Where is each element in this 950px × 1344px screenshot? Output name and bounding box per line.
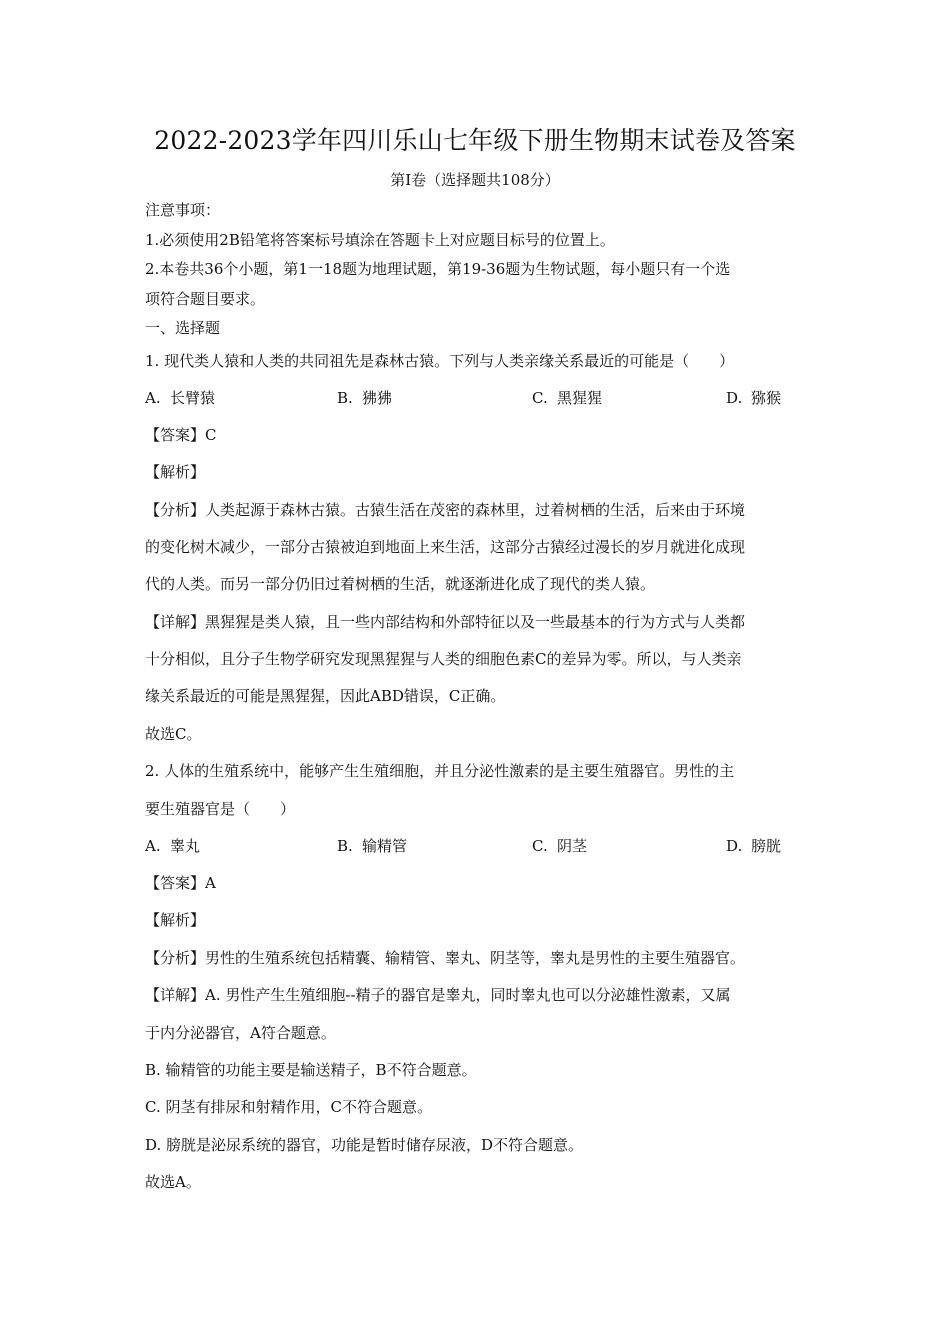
q1-option-a: A. 长臂猿: [145, 389, 216, 407]
q1-conclusion: 故选C。: [145, 725, 202, 743]
q2-detail-line-4: C. 阴茎有排尿和射精作用，C不符合题意。: [145, 1098, 432, 1116]
note-1: 1.必须使用2B铅笔将答案标号填涂在答题卡上对应题目标号的位置上。: [145, 231, 615, 249]
note-2-line-2: 项符合题目要求。: [145, 290, 266, 308]
q1-analysis-line-2: 的变化树木减少，一部分古猿被迫到地面上来生活，这部分古猿经过漫长的岁月就进化成现: [145, 538, 746, 556]
q1-analysis-line-1: 【分析】人类起源于森林古猿。古猿生活在茂密的森林里，过着树栖的生活，后来由于环境: [145, 501, 746, 519]
q2-option-b: B. 输精管: [337, 837, 408, 855]
q1-detail-line-3: 缘关系最近的可能是黑猩猩，因此ABD错误，C正确。: [145, 687, 506, 705]
q2-analysis: 【分析】男性的生殖系统包括精囊、输精管、睾丸、阴茎等，睾丸是男性的主要生殖器官。: [145, 949, 746, 967]
q2-detail-line-3: B. 输精管的功能主要是输送精子，B不符合题意。: [145, 1061, 477, 1079]
section-heading: 一、选择题: [145, 319, 221, 337]
q2-conclusion: 故选A。: [145, 1173, 201, 1191]
q2-option-c: C. 阴茎: [532, 837, 588, 855]
q2-stem-line-2: 要生殖器官是（ ）: [145, 800, 296, 818]
q1-option-d: D. 猕猴: [726, 389, 782, 407]
q2-detail-line-5: D. 膀胱是泌尿系统的器官，功能是暂时储存尿液，D不符合题意。: [145, 1136, 584, 1154]
document-subtitle: 第Ⅰ卷（选择题共108分）: [390, 171, 560, 189]
q1-analysis-heading: 【解析】: [145, 463, 206, 481]
q1-detail-line-2: 十分相似，且分子生物学研究发现黑猩猩与人类的细胞色素C的差异为零。所以，与人类亲: [145, 650, 742, 668]
q1-stem: 1. 现代类人猿和人类的共同祖先是森林古猿。下列与人类亲缘关系最近的可能是（ ）: [145, 352, 735, 370]
q1-answer: 【答案】C: [145, 426, 217, 444]
q2-option-d: D. 膀胱: [726, 837, 782, 855]
document-title: 2022-2023学年四川乐山七年级下册生物期末试卷及答案: [154, 126, 796, 155]
q1-option-b: B. 狒狒: [337, 389, 393, 407]
notes-heading: 注意事项：: [145, 201, 221, 219]
q1-analysis-line-3: 代的人类。而另一部分仍旧过着树栖的生活，就逐渐进化成了现代的类人猿。: [145, 575, 656, 593]
q2-analysis-heading: 【解析】: [145, 911, 206, 929]
q2-detail-line-1: 【详解】A. 男性产生生殖细胞--精子的器官是睾丸，同时睾丸也可以分泌雄性激素，又属: [145, 986, 731, 1004]
q2-option-a: A. 睾丸: [145, 837, 201, 855]
q1-detail-line-1: 【详解】黑猩猩是类人猿，且一些内部结构和外部特征以及一些最基本的行为方式与人类都: [145, 613, 746, 631]
q2-stem-line-1: 2. 人体的生殖系统中，能够产生生殖细胞，并且分泌性激素的是主要生殖器官。男性的主: [145, 762, 735, 780]
q2-answer: 【答案】A: [145, 874, 216, 892]
note-2-line-1: 2.本卷共36个小题，第1一18题为地理试题，第19-36题为生物试题，每小题只有一个选: [145, 260, 731, 278]
q2-detail-line-2: 于内分泌器官，A符合题意。: [145, 1024, 336, 1042]
q1-option-c: C. 黑猩猩: [532, 389, 603, 407]
